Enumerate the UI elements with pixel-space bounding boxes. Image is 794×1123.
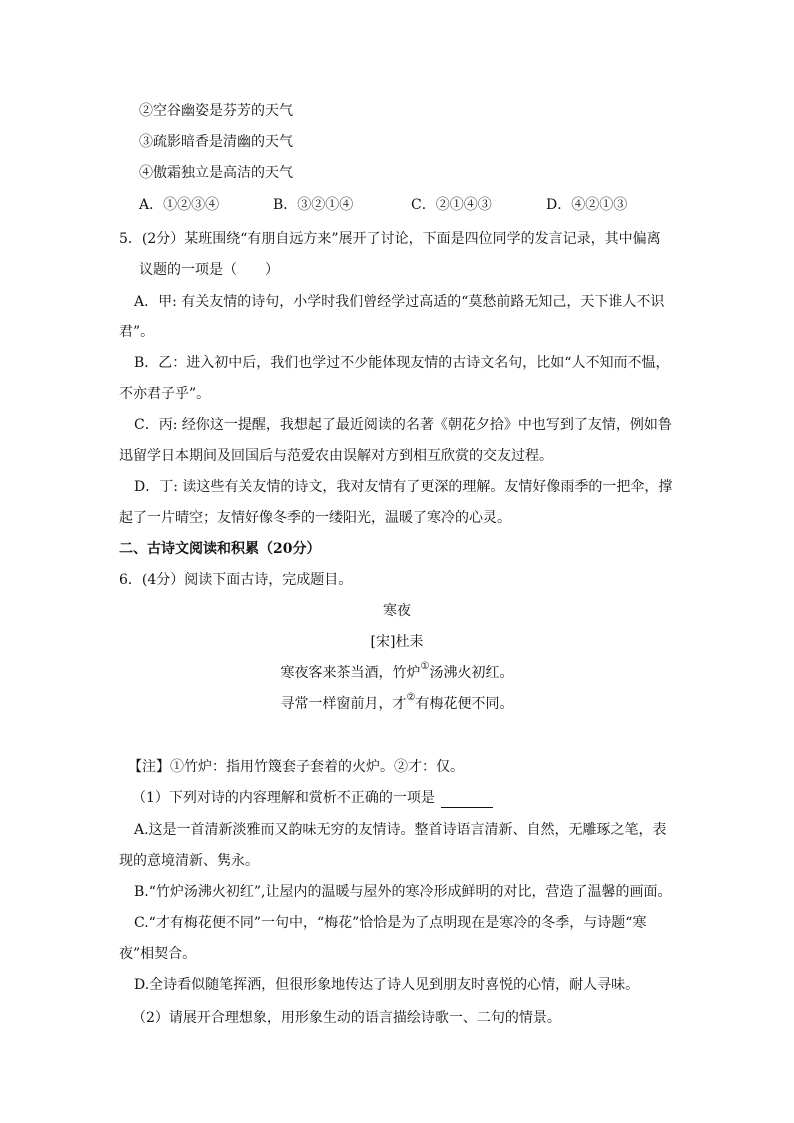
q5-option-c-line1: C．丙: 经你这一提醒，我想起了最近阅读的名著《朝花夕拾》中也写到了友情，例如鲁 bbox=[134, 417, 672, 433]
q6-option-c-line1: C.“才有梅花便不同”一句中，“梅花”恰恰是为了点明现在是寒冷的冬季，与诗题“寒 bbox=[134, 915, 647, 931]
q4-option-b: B．③②①④ bbox=[273, 197, 354, 213]
poem-title: 寒夜 bbox=[383, 603, 411, 619]
q5-stem-line1: 5．(2分）某班围绕“有朋自远方来”展开了讨论，下面是四位同学的发言记录，其中偏离 bbox=[119, 231, 661, 247]
q5-option-b-line2: 不亦君子乎”。 bbox=[119, 386, 211, 402]
q5-option-a-line1: A．甲: 有关友情的诗句，小学时我们曾经学过高适的“莫愁前路无知己，天下谁人不识 bbox=[134, 294, 665, 310]
poem-note: 【注】①竹炉：指用竹篾套子套着的火炉。②才：仅。 bbox=[128, 759, 464, 775]
q5-option-d-line2: 起了一片晴空；友情好像冬季的一缕阳光，温暖了寒冷的心灵。 bbox=[119, 510, 511, 526]
q5-option-c-line2: 迅留学日本期间及回国后与范爱农由误解对方到相互欣赏的交友过程。 bbox=[119, 448, 553, 464]
poem-line-1-b: 汤沸火初红。 bbox=[429, 665, 514, 681]
q5-option-d-line1: D．丁: 读这些有关友情的诗文，我对友情有了更深的理解。友情好像雨季的一把伞，撑 bbox=[134, 479, 673, 495]
footnote-marker-2: ② bbox=[406, 692, 416, 704]
q6-option-d: D.全诗看似随笔挥洒，但很形象地传达了诗人见到朋友时喜悦的心情，耐人寻味。 bbox=[134, 977, 640, 993]
q4-option-c: C．②①④③ bbox=[411, 197, 492, 213]
poem-line-1 bbox=[0, 663, 794, 683]
q4-option-a: A．①②③④ bbox=[139, 197, 220, 213]
answer-blank[interactable] bbox=[441, 793, 493, 808]
poem-line-2-a: 寻常一样窗前月，才 bbox=[280, 696, 407, 712]
q6-option-b: B.“竹炉汤沸火初红”,让屋内的温暖与屋外的寒冷形成鲜明的对比，营造了温馨的画面。 bbox=[134, 884, 672, 900]
q6-option-c-line2: 夜”相契合。 bbox=[119, 946, 197, 962]
poem-line-2-b: 有梅花便不同。 bbox=[415, 696, 514, 712]
q4-option-d: D．④②①③ bbox=[546, 197, 628, 213]
q6-stem: 6．(4分）阅读下面古诗，完成题目。 bbox=[119, 572, 353, 588]
q4-item-2: ②空谷幽姿是芬芳的天气 bbox=[139, 103, 293, 119]
section-2-title: 二、古诗文阅读和积累（20分） bbox=[119, 541, 321, 557]
q5-stem-line2: 议题的一项是（ ） bbox=[139, 262, 279, 278]
q6-option-a-line2: 现的意境清新、隽永。 bbox=[119, 853, 259, 869]
poem-author: [宋]杜耒 bbox=[370, 634, 424, 650]
q5-option-b-line1: B．乙：进入初中后，我们也学过不少能体现友情的古诗文名句，比如“人不知而不愠， bbox=[134, 355, 670, 371]
poem-line-1-a: 寒夜客来茶当酒，竹炉 bbox=[280, 665, 421, 681]
q6-sub2: （2）请展开合理想象，用形象生动的语言描绘诗歌一、二句的情景。 bbox=[132, 1010, 561, 1026]
q4-item-3: ③疏影暗香是清幽的天气 bbox=[139, 134, 293, 150]
poem-line-2 bbox=[0, 694, 794, 714]
q6-sub1-text: （1）下列对诗的内容理解和赏析不正确的一项是 bbox=[132, 790, 435, 806]
q4-item-4: ④傲霜独立是高洁的天气 bbox=[139, 165, 293, 181]
q6-option-a-line1: A.这是一首清新淡雅而又韵味无穷的友情诗。整首诗语言清新、自然，无雕琢之笔，表 bbox=[134, 822, 667, 838]
q5-option-a-line2: 君”。 bbox=[119, 324, 155, 340]
footnote-marker-1: ① bbox=[420, 661, 430, 673]
q6-sub1 bbox=[132, 788, 493, 808]
